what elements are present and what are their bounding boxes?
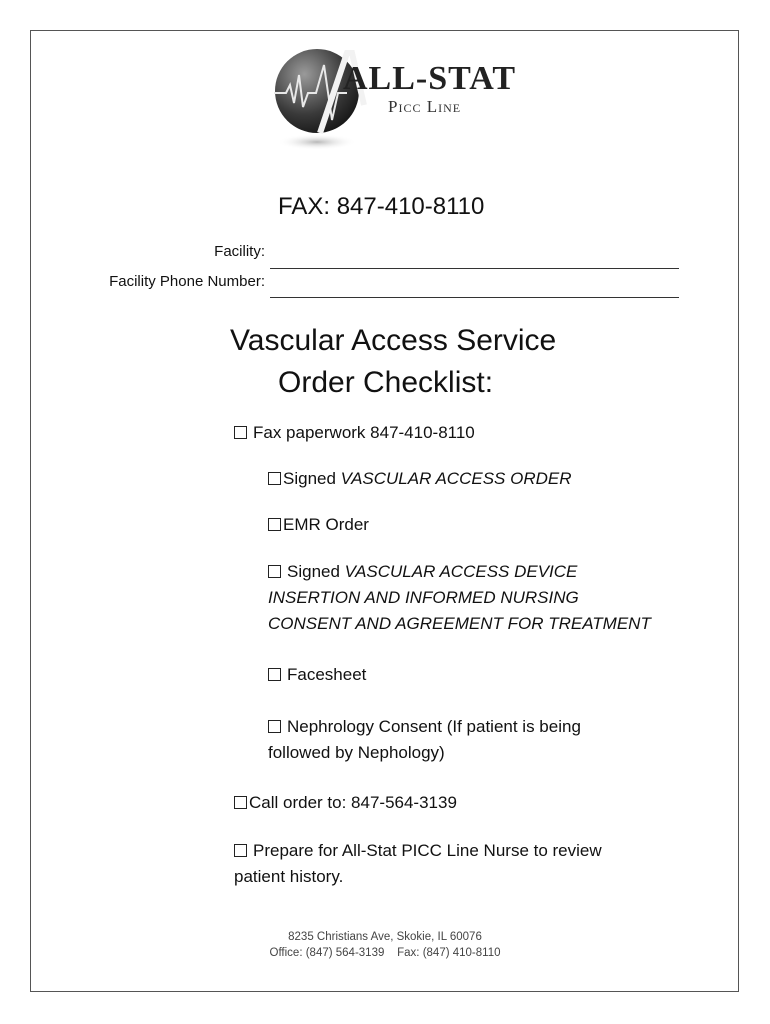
checklist-item-nephrology <box>268 714 581 766</box>
item-label: Prepare for All-Stat PICC Line Nurse to review <box>253 841 602 860</box>
checklist-item-facesheet <box>268 662 366 688</box>
checklist-item-vascular-order <box>268 466 572 492</box>
logo-wordmark <box>343 62 516 115</box>
item-emphasis: INSERTION AND INFORMED NURSING <box>268 588 579 607</box>
fax-header: FAX: 847-410-8110 <box>278 193 485 220</box>
checkbox[interactable] <box>268 472 281 485</box>
checklist-item-consent <box>268 559 651 637</box>
facility-phone-field[interactable] <box>270 297 679 298</box>
checklist-item-prepare <box>234 838 602 890</box>
facility-field[interactable] <box>270 268 679 269</box>
facility-label: Facility: <box>214 243 265 260</box>
checkbox[interactable] <box>268 518 281 531</box>
footer <box>0 929 770 961</box>
item-emphasis: CONSENT AND AGREEMENT FOR TREATMENT <box>268 614 651 633</box>
facility-phone-label: Facility Phone Number: <box>109 273 265 290</box>
checkbox[interactable] <box>268 720 281 733</box>
checkbox[interactable] <box>268 565 281 578</box>
checklist-item-fax <box>234 420 475 446</box>
item-label: Signed <box>283 469 341 488</box>
item-label: followed by Nephology) <box>268 743 445 762</box>
footer-contact: Office: (847) 564-3139 Fax: (847) 410-8110 <box>269 947 501 959</box>
checkbox[interactable] <box>234 796 247 809</box>
item-label: Nephrology Consent (If patient is being <box>287 717 581 736</box>
checklist-item-emr <box>268 512 369 538</box>
logo-name: ALL-STAT <box>343 60 517 97</box>
item-label: Facesheet <box>287 665 367 684</box>
item-label: Fax paperwork 847-410-8110 <box>253 423 475 442</box>
checkbox[interactable] <box>234 426 247 439</box>
item-label: Call order to: 847-564-3139 <box>249 793 457 812</box>
item-label: EMR Order <box>283 515 369 534</box>
checklist-title-line1: Vascular Access Service <box>230 324 557 357</box>
logo-subtitle: Picc Line <box>388 97 462 116</box>
item-emphasis: VASCULAR ACCESS DEVICE <box>344 562 578 581</box>
checkbox[interactable] <box>268 668 281 681</box>
checklist-title-line2: Order Checklist: <box>278 366 494 399</box>
checkbox[interactable] <box>234 844 247 857</box>
item-label: patient history. <box>234 867 344 886</box>
item-label: Signed <box>287 562 345 581</box>
item-emphasis: VASCULAR ACCESS ORDER <box>340 469 572 488</box>
checklist-title <box>230 320 560 404</box>
footer-address: 8235 Christians Ave, Skokie, IL 60076 <box>288 931 482 943</box>
checklist-item-call-order <box>234 790 457 816</box>
